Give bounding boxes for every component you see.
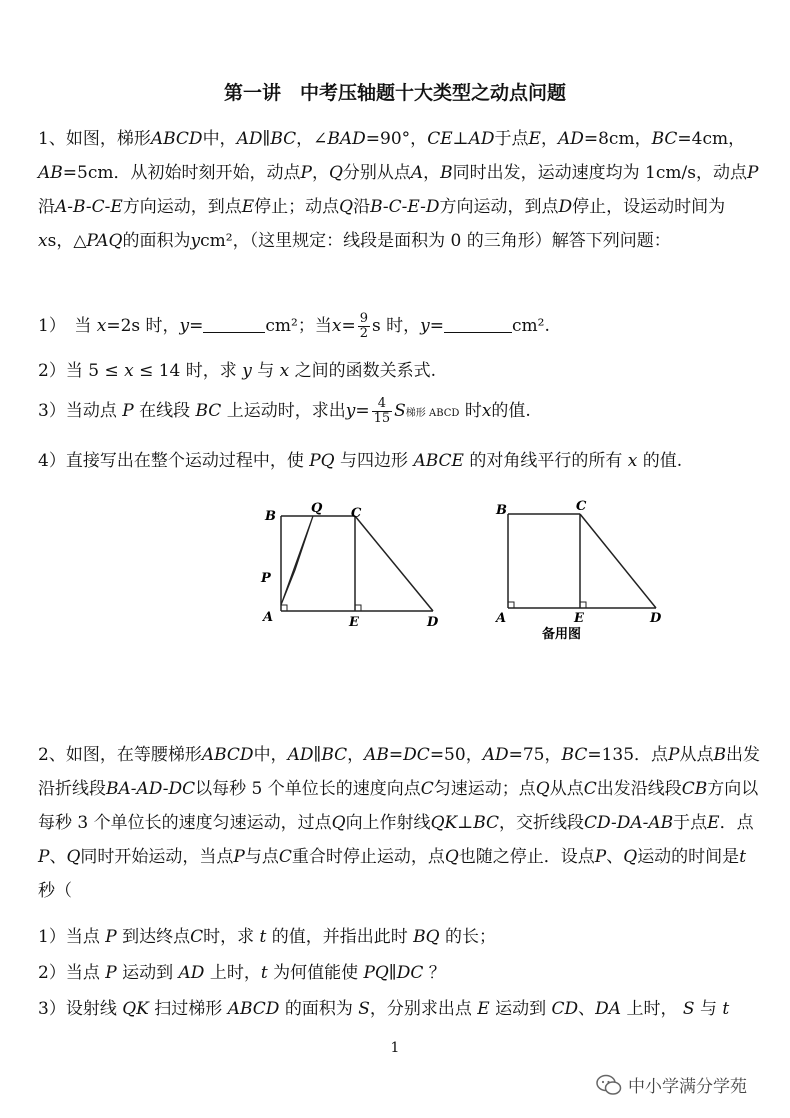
answer-blank-2[interactable] [444, 316, 512, 333]
right-angle-e [355, 605, 361, 611]
segment-cd [355, 516, 433, 611]
label-a: A [263, 610, 274, 625]
page-title: 第一讲 中考压轴题十大类型之动点问题 [223, 82, 566, 104]
label-d: D [427, 615, 439, 630]
figure-caption: 备用图 [542, 627, 582, 642]
label-p: P [261, 571, 271, 586]
right-angle-e [580, 602, 586, 608]
watermark [596, 1072, 747, 1097]
right-angle-a [281, 605, 287, 611]
wechat-icon [596, 1074, 622, 1096]
q2-sub1: 1）当点 P 到达终点C时，求 t 的值，并指出此时 BQ 的长； [38, 927, 497, 947]
label-b: B [265, 509, 276, 524]
label-e: E [574, 611, 584, 626]
label-q: Q [311, 501, 323, 516]
label-a: A [496, 611, 507, 626]
label-b: B [496, 503, 507, 518]
watermark-text: 中小学满分学苑 [628, 1077, 747, 1097]
q2-sub3: 3）设射线 QK 扫过梯形 ABCD 的面积为 S，分别求出点 E 运动到 CD、DA 上时， S 与 t [38, 999, 730, 1019]
q1-sub2: 2）当 5 ≤ x ≤ 14 时，求 y 与 x 之间的函数关系式. [38, 361, 437, 381]
q1-sub3: 3）当动点 P 在线段 BC 上运动时，求出y= $\frac{4}{15}$ S梯形 ABCD 时x的值. [38, 396, 531, 426]
figure-1 [255, 498, 455, 633]
q1-sub4: 4）直接写出在整个运动过程中，使 PQ 与四边形 ABCE 的对角线平行的所有 x 的值. [38, 451, 683, 471]
label-c: C [351, 506, 362, 521]
label-c: C [576, 499, 587, 514]
right-angle-a [508, 602, 514, 608]
page-number: 1 [390, 1040, 400, 1056]
label-d: D [650, 611, 662, 626]
fraction-4-15: $\frac{4}{15}$ [373, 396, 391, 426]
fraction-9-2: $\frac{9}{2}$ [359, 311, 368, 341]
q2-intro: 2、如图，在等腰梯形ABCD中，AD∥BC，AB=DC=50，AD=75，BC=135．点P从点B出发沿折线段BA-AD-DC以每秒 5 个单位长的速度向点C匀速运动；点Q从点C出发沿线段CB方向以每秒 3 个单位长的速度匀速运动，过点Q向上作射线QK⊥BC，交折线段CD-DA-AB于点E．点P、Q同时开始运动，当点P与点C重合时停止运动，点Q也随之停止．设点P、Q运动的时间是t秒（ [38, 745, 760, 901]
figure-2 [488, 494, 678, 644]
q1-intro: 1、如图，梯形ABCD中，AD∥BC，∠BAD=90°，CE⊥AD于点E，AD=8cm，BC=4cm，AB=5cm．从初始时刻开始，动点P，Q分别从点A，B同时出发，运动速度均为 1cm/s，动点P沿A-B-C-E方向运动，到点E停止；动点Q沿B-C-E-D方向运动，到点D停止，设运动时间为xs，△PAQ的面积为ycm²，（这里规定：线段是面积为 0 的三角形）解答下列问题： [38, 129, 759, 251]
answer-blank-1[interactable] [203, 316, 265, 333]
q1-sub1: 1） 当 x=2s 时，y= cm²；当x= $\frac{9}{2}$ s 时，y= cm². [38, 311, 550, 341]
q2-sub2: 2）当点 P 运动到 AD 上时，t 为何值能使 PQ∥DC ？ [38, 963, 446, 983]
shaded-triangle-paq [281, 516, 313, 605]
segment-cd [580, 514, 656, 608]
label-e: E [349, 615, 359, 630]
